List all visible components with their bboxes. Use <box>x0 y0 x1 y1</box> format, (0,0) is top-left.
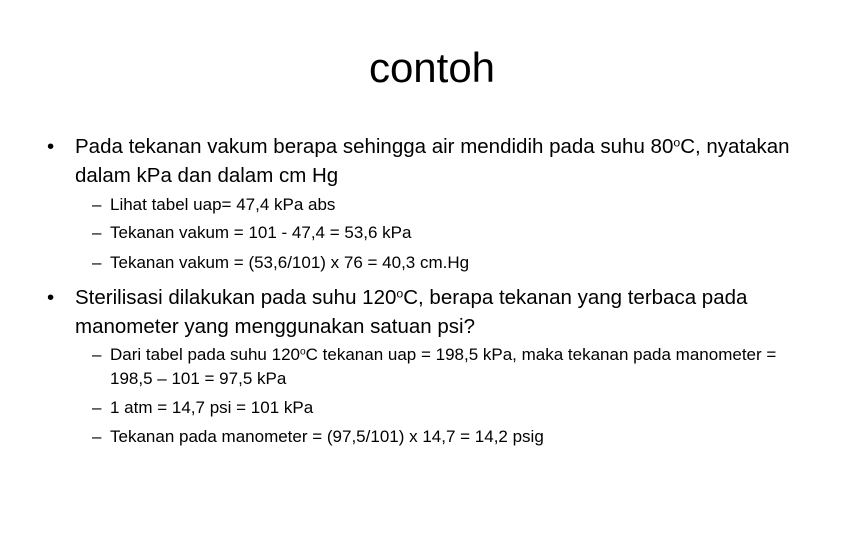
sub-mark: – <box>92 398 102 417</box>
bullet-text-part: C, berapa tekanan yang terbaca pada manometer yang menggunakan satuan psi? <box>75 286 748 338</box>
sub-text: Tekanan vakum = 101 - 47,4 = 53,6 kPa <box>110 223 412 242</box>
sub-item <box>92 193 812 217</box>
bullet-item <box>47 132 837 190</box>
bullet-mark: • <box>47 135 55 158</box>
sub-text: Tekanan vakum = (53,6/101) x 76 = 40,3 cm.Hg <box>110 253 470 272</box>
sub-text <box>110 343 812 391</box>
bullet-text <box>75 132 837 190</box>
sub-item <box>92 343 812 391</box>
sub-text-part: C tekanan uap = 198,5 kPa, maka tekanan pada manometer = 198,5 – 101 = 97,5 kPa <box>110 345 777 388</box>
sub-item <box>92 221 812 245</box>
degree-mark: o <box>299 346 306 358</box>
sub-text: Tekanan pada manometer = (97,5/101) x 14,7 = 14,2 psig <box>110 427 544 446</box>
bullet-mark: • <box>47 286 55 309</box>
bullet-text-part: Sterilisasi dilakukan pada suhu 120 <box>75 286 397 309</box>
degree-mark: o <box>396 286 404 301</box>
sub-mark: – <box>92 223 102 242</box>
sub-item <box>92 425 812 449</box>
sub-text-part: Dari tabel pada suhu 120 <box>110 345 300 364</box>
sub-item <box>92 396 812 420</box>
degree-mark: o <box>673 135 681 150</box>
sub-mark: – <box>92 345 102 364</box>
sub-mark: – <box>92 195 102 214</box>
sub-text: Lihat tabel uap= 47,4 kPa abs <box>110 195 336 214</box>
sub-text: 1 atm = 14,7 psi = 101 kPa <box>110 398 314 417</box>
slide-title: contoh <box>368 44 496 91</box>
sub-mark: – <box>92 253 102 272</box>
bullet-text-part: C, nyatakan dalam kPa dan dalam cm Hg <box>75 135 790 187</box>
sub-item <box>92 251 812 275</box>
sub-mark: – <box>92 427 102 446</box>
bullet-item <box>47 283 837 341</box>
bullet-text <box>75 283 837 341</box>
bullet-text-part: Pada tekanan vakum berapa sehingga air mendidih pada suhu 80 <box>75 135 674 158</box>
